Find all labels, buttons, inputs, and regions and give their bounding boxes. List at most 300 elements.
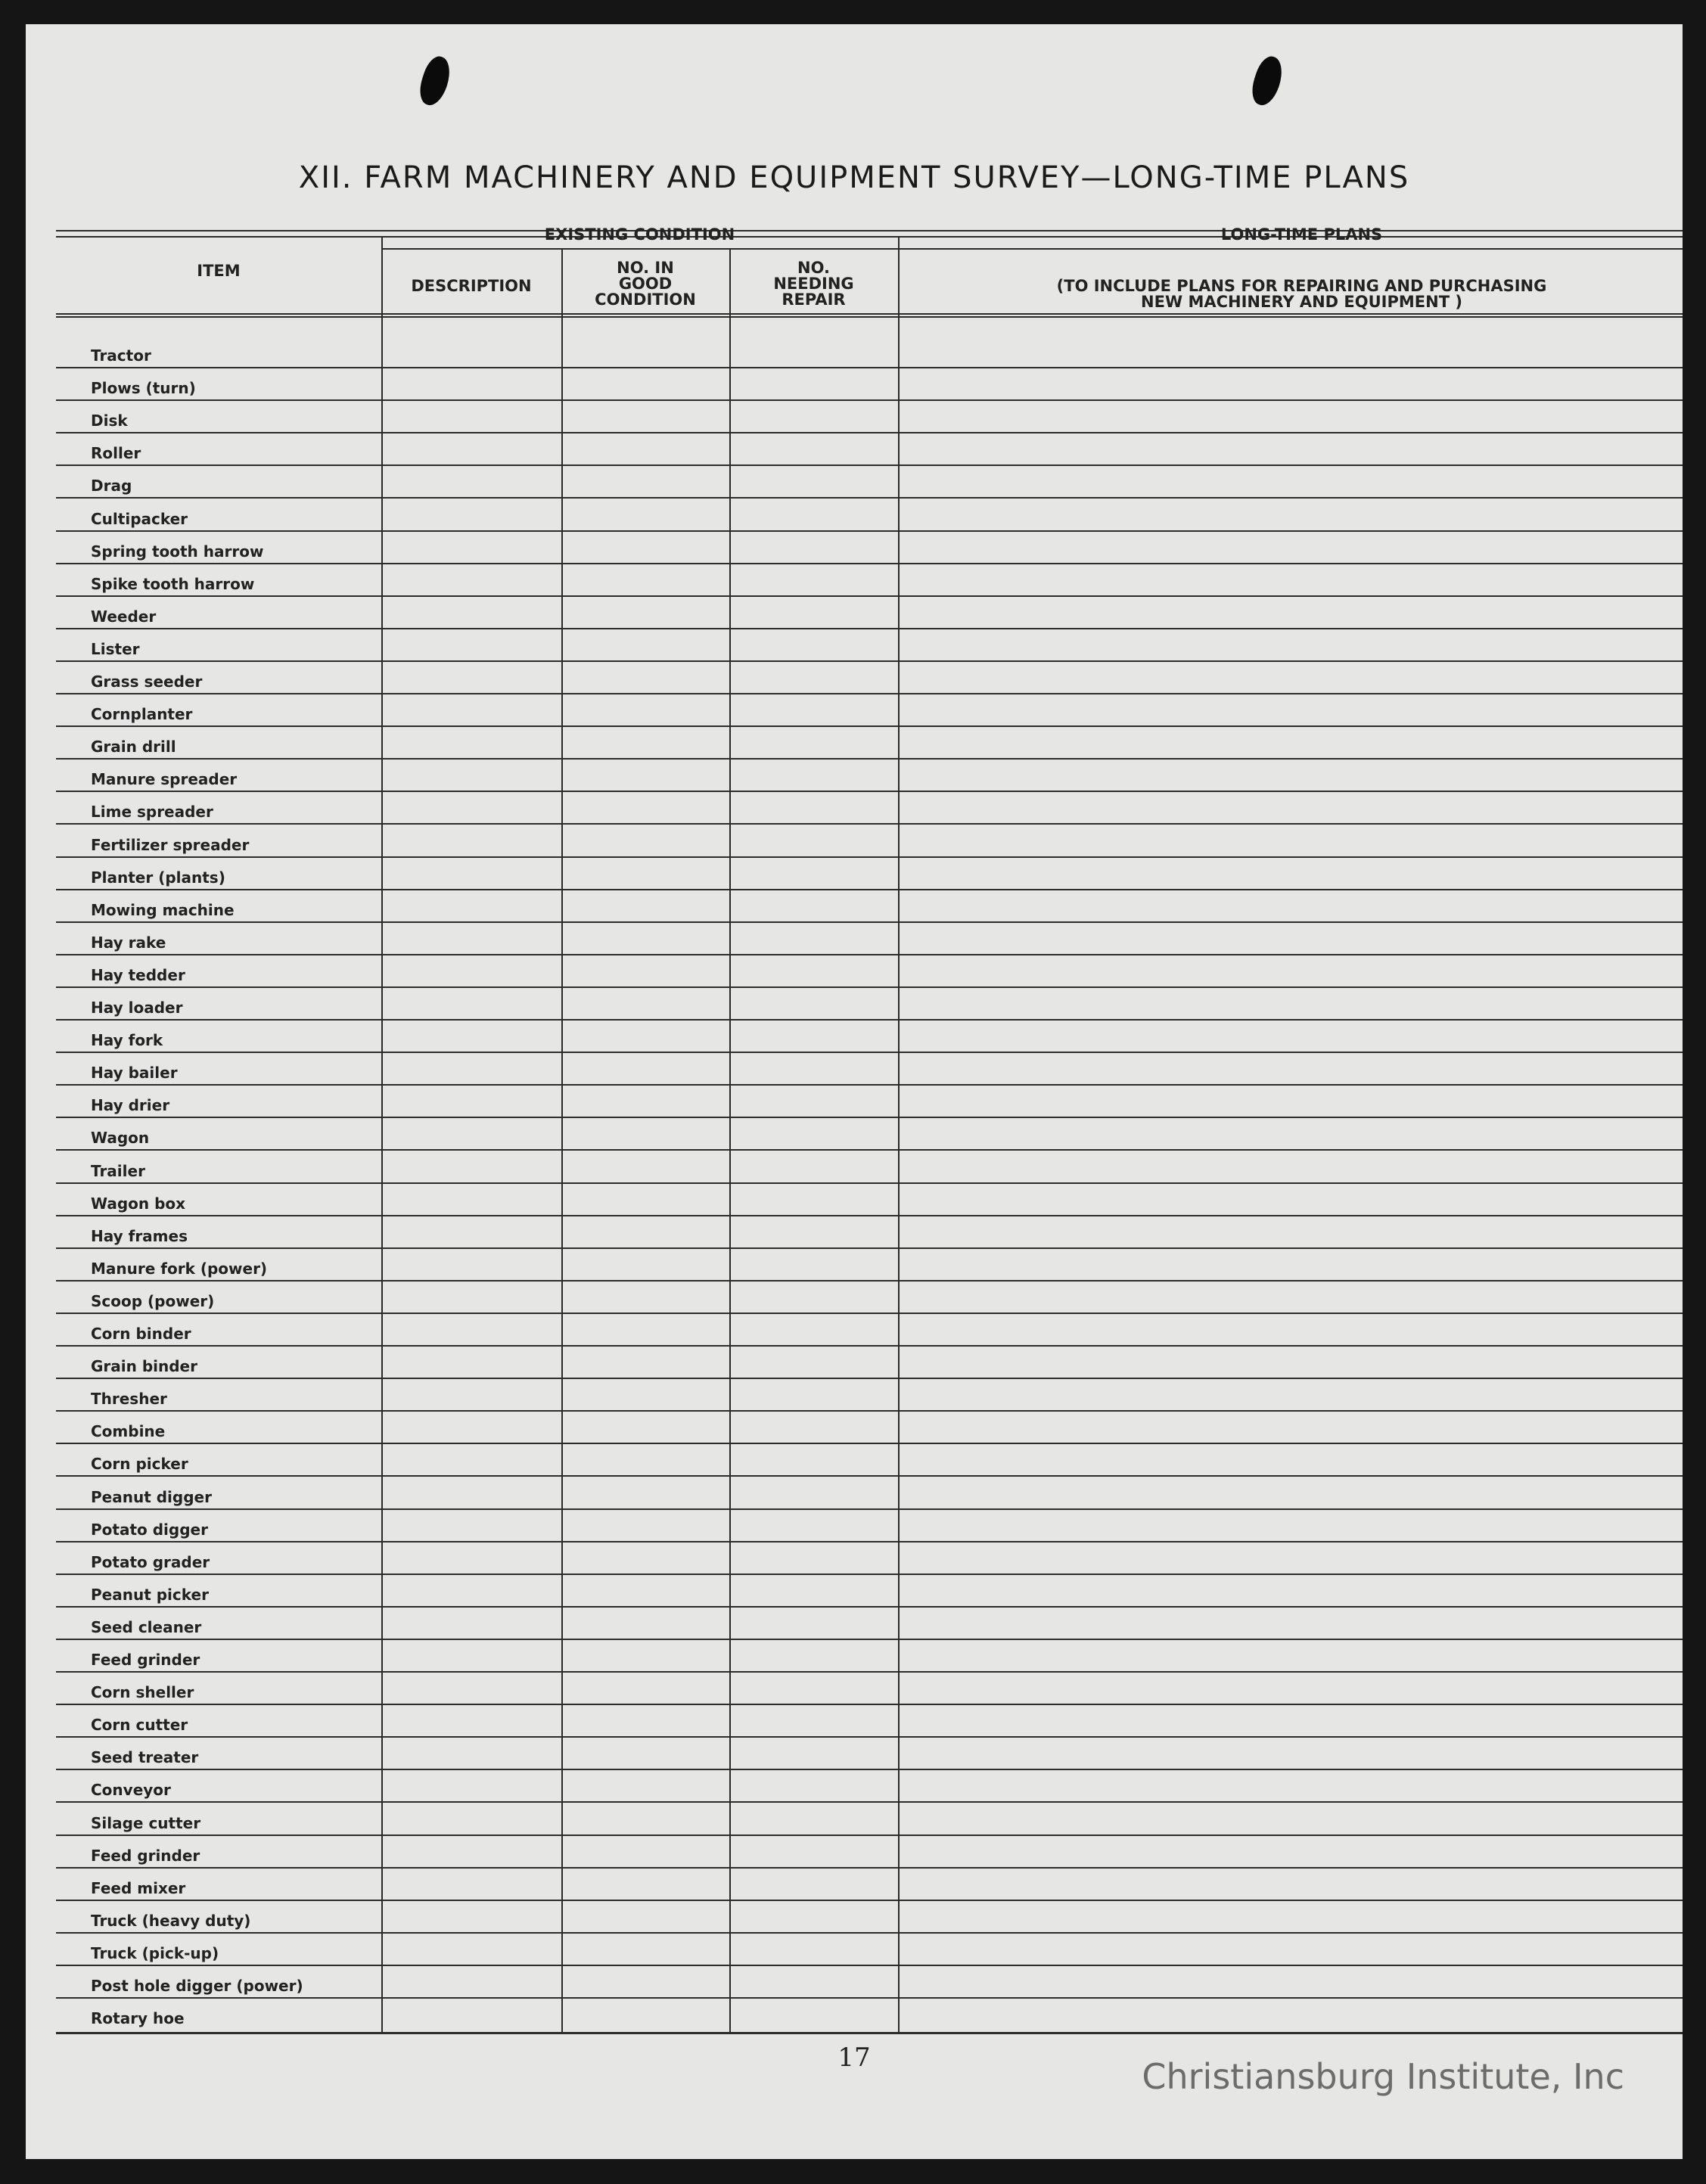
table-row <box>56 890 1683 923</box>
description-cell[interactable] <box>383 1249 561 1280</box>
needing-repair-cell[interactable] <box>731 727 898 758</box>
long-time-plans-cell[interactable] <box>900 1869 1683 1900</box>
long-time-plans-cell[interactable] <box>900 1086 1683 1117</box>
good-condition-cell[interactable] <box>563 955 729 986</box>
item-label: Lime spreader <box>91 803 213 822</box>
table-row <box>56 1901 1683 1934</box>
good-condition-cell[interactable] <box>563 694 729 725</box>
needing-repair-cell[interactable] <box>731 1705 898 1736</box>
good-condition-cell[interactable] <box>563 792 729 823</box>
good-condition-cell[interactable] <box>563 1216 729 1247</box>
table-row <box>56 1542 1683 1575</box>
item-label: Fertilizer spreader <box>91 835 250 854</box>
item-label: Mowing machine <box>91 900 235 919</box>
item-label: Wagon <box>91 1129 150 1148</box>
long-time-plans-cell[interactable] <box>900 1705 1683 1736</box>
header-line: NO. <box>797 259 830 277</box>
description-cell[interactable] <box>383 1640 561 1671</box>
description-cell[interactable] <box>383 662 561 693</box>
needing-repair-cell[interactable] <box>731 1999 898 2030</box>
item-label: Post hole digger (power) <box>91 1977 303 1995</box>
needing-repair-cell[interactable] <box>731 433 898 464</box>
header-long-time-note <box>898 278 1683 310</box>
header-bottom-rule <box>56 316 1683 318</box>
description-cell[interactable] <box>383 1673 561 1704</box>
long-time-plans-cell[interactable] <box>900 923 1683 954</box>
good-condition-cell[interactable] <box>563 1314 729 1345</box>
long-time-plans-cell[interactable] <box>900 727 1683 758</box>
description-cell[interactable] <box>383 564 561 595</box>
description-cell[interactable] <box>383 629 561 660</box>
table-row <box>56 1705 1683 1738</box>
long-time-plans-cell[interactable] <box>900 1836 1683 1867</box>
description-cell[interactable] <box>383 1738 561 1769</box>
long-time-plans-cell[interactable] <box>900 1053 1683 1084</box>
description-cell[interactable] <box>383 1966 561 1997</box>
needing-repair-cell[interactable] <box>731 1282 898 1313</box>
good-condition-cell[interactable] <box>563 1575 729 1606</box>
needing-repair-cell[interactable] <box>731 1216 898 1247</box>
item-label: Trailer <box>91 1161 145 1180</box>
good-condition-cell[interactable] <box>563 858 729 889</box>
needing-repair-cell[interactable] <box>731 1053 898 1084</box>
description-cell[interactable] <box>383 825 561 856</box>
good-condition-cell[interactable] <box>563 401 729 432</box>
table-row <box>56 433 1683 466</box>
long-time-plans-cell[interactable] <box>900 1640 1683 1671</box>
needing-repair-cell[interactable] <box>731 1608 898 1639</box>
header-long-time-plans: LONG-TIME PLANS <box>1220 225 1383 244</box>
table-row <box>56 825 1683 858</box>
description-cell[interactable] <box>383 1347 561 1378</box>
description-cell[interactable] <box>383 858 561 889</box>
item-label: Silage cutter <box>91 1813 201 1832</box>
long-time-plans-cell[interactable] <box>900 1412 1683 1443</box>
item-label: Thresher <box>91 1390 167 1409</box>
description-cell[interactable] <box>383 988 561 1019</box>
needing-repair-cell[interactable] <box>731 1934 898 1965</box>
description-cell[interactable] <box>383 1444 561 1475</box>
bottom-rule <box>56 2032 1683 2034</box>
table-row <box>56 499 1683 532</box>
long-time-plans-cell[interactable] <box>900 629 1683 660</box>
description-cell[interactable] <box>383 1021 561 1052</box>
good-condition-cell[interactable] <box>563 1444 729 1475</box>
header-existing-condition: EXISTING CONDITION <box>544 225 735 244</box>
good-condition-cell[interactable] <box>563 629 729 660</box>
good-condition-cell[interactable] <box>563 1869 729 1900</box>
needing-repair-cell[interactable] <box>731 890 898 921</box>
description-cell[interactable] <box>383 401 561 432</box>
long-time-plans-cell[interactable] <box>900 597 1683 628</box>
needing-repair-cell[interactable] <box>731 662 898 693</box>
form-title: XII. FARM MACHINERY AND EQUIPMENT SURVEY—LONG-TIME PLANS <box>298 160 1410 195</box>
description-cell[interactable] <box>383 1510 561 1541</box>
long-time-plans-cell[interactable] <box>900 1999 1683 2030</box>
header-line: (TO INCLUDE PLANS FOR REPAIRING AND PURCHASING <box>1056 277 1547 295</box>
good-condition-cell[interactable] <box>563 597 729 628</box>
description-cell[interactable] <box>383 1836 561 1867</box>
long-time-plans-cell[interactable] <box>900 532 1683 563</box>
long-time-plans-cell[interactable] <box>900 988 1683 1019</box>
item-label: Grain binder <box>91 1357 197 1376</box>
good-condition-cell[interactable] <box>563 1184 729 1215</box>
item-label: Hay tedder <box>91 965 185 984</box>
needing-repair-cell[interactable] <box>731 1249 898 1280</box>
good-condition-cell[interactable] <box>563 466 729 497</box>
item-label: Corn binder <box>91 1325 191 1343</box>
table-row <box>56 466 1683 499</box>
table-row <box>56 1347 1683 1379</box>
good-condition-cell[interactable] <box>563 923 729 954</box>
long-time-plans-cell[interactable] <box>900 1444 1683 1475</box>
description-cell[interactable] <box>383 1314 561 1345</box>
long-time-plans-cell[interactable] <box>900 1673 1683 1704</box>
header-line: NO. IN <box>617 259 674 277</box>
needing-repair-cell[interactable] <box>731 401 898 432</box>
table-row <box>56 1673 1683 1705</box>
description-cell[interactable] <box>383 792 561 823</box>
needing-repair-cell[interactable] <box>731 1869 898 1900</box>
table-row <box>56 564 1683 597</box>
long-time-plans-cell[interactable] <box>900 1510 1683 1541</box>
good-condition-cell[interactable] <box>563 1999 729 2030</box>
table-row <box>56 923 1683 955</box>
good-condition-cell[interactable] <box>563 336 729 367</box>
table-row <box>56 1803 1683 1836</box>
item-label: Spike tooth harrow <box>91 574 255 593</box>
needing-repair-cell[interactable] <box>731 923 898 954</box>
description-cell[interactable] <box>383 499 561 530</box>
good-condition-cell[interactable] <box>563 1705 729 1736</box>
long-time-plans-cell[interactable] <box>900 368 1683 399</box>
long-time-plans-cell[interactable] <box>900 1282 1683 1313</box>
long-time-plans-cell[interactable] <box>900 792 1683 823</box>
table-row <box>56 401 1683 433</box>
item-label: Lister <box>91 639 140 658</box>
good-condition-cell[interactable] <box>563 890 729 921</box>
header-line: REPAIR <box>782 290 846 309</box>
description-cell[interactable] <box>383 1705 561 1736</box>
description-cell[interactable] <box>383 1542 561 1574</box>
item-label: Corn sheller <box>91 1683 194 1702</box>
good-condition-cell[interactable] <box>563 1379 729 1410</box>
description-cell[interactable] <box>383 1282 561 1313</box>
description-cell[interactable] <box>383 336 561 367</box>
long-time-plans-cell[interactable] <box>900 1477 1683 1508</box>
description-cell[interactable] <box>383 955 561 986</box>
header-item: ITEM <box>197 262 241 280</box>
long-time-plans-cell[interactable] <box>900 1770 1683 1801</box>
good-condition-cell[interactable] <box>563 1640 729 1671</box>
needing-repair-cell[interactable] <box>731 1314 898 1345</box>
good-condition-cell[interactable] <box>563 1738 729 1769</box>
needing-repair-cell[interactable] <box>731 629 898 660</box>
description-cell[interactable] <box>383 1999 561 2030</box>
needing-repair-cell[interactable] <box>731 1184 898 1215</box>
needing-repair-cell[interactable] <box>731 1966 898 1997</box>
header-needing-repair <box>729 260 898 308</box>
description-cell[interactable] <box>383 1379 561 1410</box>
long-time-plans-cell[interactable] <box>900 1934 1683 1965</box>
description-cell[interactable] <box>383 532 561 563</box>
long-time-plans-cell[interactable] <box>900 694 1683 725</box>
long-time-plans-cell[interactable] <box>900 760 1683 791</box>
table-row <box>56 1216 1683 1249</box>
item-label: Planter (plants) <box>91 868 225 887</box>
good-condition-cell[interactable] <box>563 988 729 1019</box>
long-time-plans-cell[interactable] <box>900 1542 1683 1574</box>
table-row <box>56 336 1683 368</box>
needing-repair-cell[interactable] <box>731 1901 898 1932</box>
item-label: Truck (pick-up) <box>91 1943 219 1962</box>
good-condition-cell[interactable] <box>563 727 729 758</box>
item-label: Feed mixer <box>91 1878 186 1897</box>
header-bottom-rule <box>56 313 1683 315</box>
needing-repair-cell[interactable] <box>731 1770 898 1801</box>
long-time-plans-cell[interactable] <box>900 890 1683 921</box>
item-label: Cultipacker <box>91 509 188 528</box>
description-cell[interactable] <box>383 1412 561 1443</box>
description-cell[interactable] <box>383 466 561 497</box>
table-row <box>56 1608 1683 1640</box>
item-label: Feed grinder <box>91 1651 200 1669</box>
long-time-plans-cell[interactable] <box>900 1151 1683 1182</box>
item-label: Corn picker <box>91 1455 188 1474</box>
good-condition-cell[interactable] <box>563 1021 729 1052</box>
needing-repair-cell[interactable] <box>731 1347 898 1378</box>
good-condition-cell[interactable] <box>563 1282 729 1313</box>
needing-repair-cell[interactable] <box>731 336 898 367</box>
needing-repair-cell[interactable] <box>731 955 898 986</box>
description-cell[interactable] <box>383 727 561 758</box>
description-cell[interactable] <box>383 1770 561 1801</box>
good-condition-cell[interactable] <box>563 1836 729 1867</box>
description-cell[interactable] <box>383 694 561 725</box>
needing-repair-cell[interactable] <box>731 1673 898 1704</box>
needing-repair-cell[interactable] <box>731 1151 898 1182</box>
good-condition-cell[interactable] <box>563 760 729 791</box>
good-condition-cell[interactable] <box>563 1673 729 1704</box>
good-condition-cell[interactable] <box>563 825 729 856</box>
good-condition-cell[interactable] <box>563 1901 729 1932</box>
good-condition-cell[interactable] <box>563 1053 729 1084</box>
needing-repair-cell[interactable] <box>731 988 898 1019</box>
description-cell[interactable] <box>383 433 561 464</box>
header-line: NEW MACHINERY AND EQUIPMENT ) <box>1141 293 1462 311</box>
description-cell[interactable] <box>383 1118 561 1149</box>
item-label: Manure fork (power) <box>91 1259 268 1278</box>
item-label: Grain drill <box>91 738 176 756</box>
description-cell[interactable] <box>383 760 561 791</box>
good-condition-cell[interactable] <box>563 662 729 693</box>
needing-repair-cell[interactable] <box>731 499 898 530</box>
needing-repair-cell[interactable] <box>731 1542 898 1574</box>
long-time-plans-cell[interactable] <box>900 1184 1683 1215</box>
long-time-plans-cell[interactable] <box>900 1608 1683 1639</box>
table-row <box>56 955 1683 988</box>
description-cell[interactable] <box>383 1053 561 1084</box>
long-time-plans-cell[interactable] <box>900 825 1683 856</box>
long-time-plans-cell[interactable] <box>900 1021 1683 1052</box>
needing-repair-cell[interactable] <box>731 1477 898 1508</box>
good-condition-cell[interactable] <box>563 1347 729 1378</box>
good-condition-cell[interactable] <box>563 1934 729 1965</box>
item-label: Hay rake <box>91 933 166 952</box>
long-time-plans-cell[interactable] <box>900 433 1683 464</box>
description-cell[interactable] <box>383 1575 561 1606</box>
long-time-plans-cell[interactable] <box>900 1314 1683 1345</box>
needing-repair-cell[interactable] <box>731 858 898 889</box>
needing-repair-cell[interactable] <box>731 825 898 856</box>
good-condition-cell[interactable] <box>563 1803 729 1834</box>
description-cell[interactable] <box>383 1934 561 1965</box>
table-row <box>56 1412 1683 1444</box>
item-label: Manure spreader <box>91 770 238 789</box>
description-cell[interactable] <box>383 368 561 399</box>
item-label: Peanut picker <box>91 1585 209 1604</box>
table-row <box>56 368 1683 401</box>
description-cell[interactable] <box>383 1901 561 1932</box>
item-label: Hay drier <box>91 1096 170 1115</box>
needing-repair-cell[interactable] <box>731 1021 898 1052</box>
good-condition-cell[interactable] <box>563 1086 729 1117</box>
item-label: Hay loader <box>91 999 183 1017</box>
table-row <box>56 1086 1683 1118</box>
description-cell[interactable] <box>383 597 561 628</box>
good-condition-cell[interactable] <box>563 564 729 595</box>
table-row <box>56 760 1683 792</box>
good-condition-cell[interactable] <box>563 433 729 464</box>
table-row <box>56 1249 1683 1282</box>
table-row <box>56 1184 1683 1216</box>
needing-repair-cell[interactable] <box>731 1803 898 1834</box>
needing-repair-cell[interactable] <box>731 1086 898 1117</box>
item-label: Potato grader <box>91 1552 210 1571</box>
description-cell[interactable] <box>383 1477 561 1508</box>
good-condition-cell[interactable] <box>563 1510 729 1541</box>
item-label: Hay bailer <box>91 1064 178 1083</box>
needing-repair-cell[interactable] <box>731 1118 898 1149</box>
needing-repair-cell[interactable] <box>731 564 898 595</box>
long-time-plans-cell[interactable] <box>900 1803 1683 1834</box>
needing-repair-cell[interactable] <box>731 1836 898 1867</box>
page-number: 17 <box>837 2043 871 2073</box>
item-label: Hay frames <box>91 1226 188 1245</box>
good-condition-cell[interactable] <box>563 532 729 563</box>
good-condition-cell[interactable] <box>563 1249 729 1280</box>
good-condition-cell[interactable] <box>563 1151 729 1182</box>
table-row <box>56 1770 1683 1803</box>
good-condition-cell[interactable] <box>563 1542 729 1574</box>
good-condition-cell[interactable] <box>563 1412 729 1443</box>
long-time-plans-cell[interactable] <box>900 1347 1683 1378</box>
needing-repair-cell[interactable] <box>731 760 898 791</box>
needing-repair-cell[interactable] <box>731 1510 898 1541</box>
long-time-plans-cell[interactable] <box>900 1575 1683 1606</box>
long-time-plans-cell[interactable] <box>900 1216 1683 1247</box>
needing-repair-cell[interactable] <box>731 597 898 628</box>
needing-repair-cell[interactable] <box>731 1575 898 1606</box>
item-label: Rotary hoe <box>91 2009 185 2028</box>
description-cell[interactable] <box>383 1184 561 1215</box>
table-row <box>56 597 1683 629</box>
item-label: Grass seeder <box>91 673 203 691</box>
description-cell[interactable] <box>383 1151 561 1182</box>
long-time-plans-cell[interactable] <box>900 1966 1683 1997</box>
long-time-plans-cell[interactable] <box>900 564 1683 595</box>
table-row <box>56 1966 1683 1999</box>
item-label: Combine <box>91 1422 166 1441</box>
long-time-plans-cell[interactable] <box>900 401 1683 432</box>
long-time-plans-cell[interactable] <box>900 466 1683 497</box>
item-label: Potato digger <box>91 1520 208 1539</box>
needing-repair-cell[interactable] <box>731 1738 898 1769</box>
long-time-plans-cell[interactable] <box>900 1738 1683 1769</box>
description-cell[interactable] <box>383 1216 561 1247</box>
good-condition-cell[interactable] <box>563 1770 729 1801</box>
needing-repair-cell[interactable] <box>731 1640 898 1671</box>
item-label: Conveyor <box>91 1781 171 1800</box>
item-label: Feed grinder <box>91 1846 200 1865</box>
table-row <box>56 1021 1683 1053</box>
long-time-plans-cell[interactable] <box>900 499 1683 530</box>
table-row <box>56 1575 1683 1608</box>
item-label: Wagon box <box>91 1194 186 1213</box>
long-time-plans-cell[interactable] <box>900 858 1683 889</box>
good-condition-cell[interactable] <box>563 499 729 530</box>
table-row <box>56 1836 1683 1869</box>
item-label: Peanut digger <box>91 1487 212 1506</box>
header-good-condition <box>561 260 729 308</box>
long-time-plans-cell[interactable] <box>900 955 1683 986</box>
description-cell[interactable] <box>383 1803 561 1834</box>
needing-repair-cell[interactable] <box>731 1379 898 1410</box>
table-row <box>56 1444 1683 1477</box>
long-time-plans-cell[interactable] <box>900 1901 1683 1932</box>
table-row <box>56 1510 1683 1542</box>
needing-repair-cell[interactable] <box>731 1444 898 1475</box>
needing-repair-cell[interactable] <box>731 694 898 725</box>
long-time-plans-cell[interactable] <box>900 1249 1683 1280</box>
needing-repair-cell[interactable] <box>731 532 898 563</box>
needing-repair-cell[interactable] <box>731 368 898 399</box>
good-condition-cell[interactable] <box>563 368 729 399</box>
good-condition-cell[interactable] <box>563 1477 729 1508</box>
long-time-plans-cell[interactable] <box>900 662 1683 693</box>
needing-repair-cell[interactable] <box>731 792 898 823</box>
description-cell[interactable] <box>383 1869 561 1900</box>
header-line: CONDITION <box>595 290 696 309</box>
good-condition-cell[interactable] <box>563 1608 729 1639</box>
description-cell[interactable] <box>383 923 561 954</box>
description-cell[interactable] <box>383 1608 561 1639</box>
table-row <box>56 792 1683 825</box>
table-row <box>56 662 1683 694</box>
form-sheet <box>26 24 1683 2159</box>
item-label: Truck (heavy duty) <box>91 1911 251 1930</box>
good-condition-cell[interactable] <box>563 1118 729 1149</box>
needing-repair-cell[interactable] <box>731 466 898 497</box>
item-label: Spring tooth harrow <box>91 542 264 561</box>
long-time-plans-cell[interactable] <box>900 1379 1683 1410</box>
long-time-plans-cell[interactable] <box>900 1118 1683 1149</box>
description-cell[interactable] <box>383 1086 561 1117</box>
needing-repair-cell[interactable] <box>731 1412 898 1443</box>
good-condition-cell[interactable] <box>563 1966 729 1997</box>
description-cell[interactable] <box>383 890 561 921</box>
long-time-plans-cell[interactable] <box>900 336 1683 367</box>
